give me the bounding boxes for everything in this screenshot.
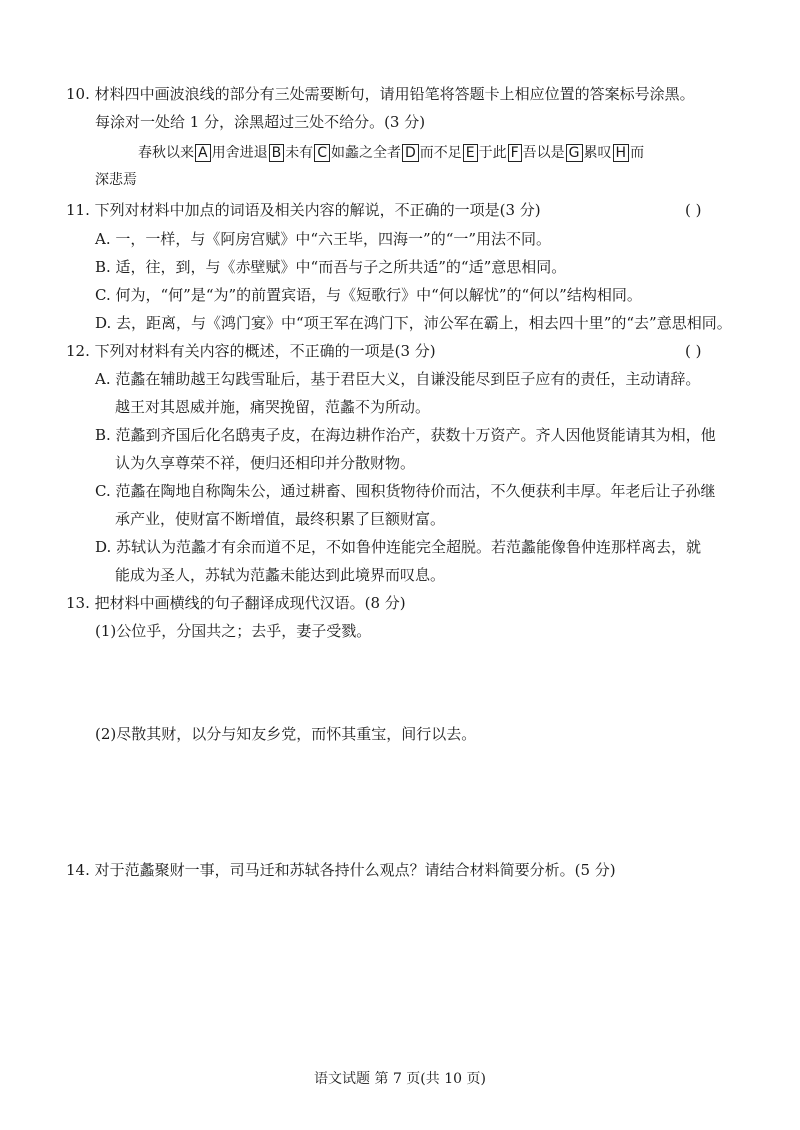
q12-answer-paren[interactable]: ( ) <box>685 342 702 360</box>
q12-option-c-line2: 承产业，使财富不断增值，最终积累了巨额财富。 <box>115 510 446 528</box>
q12-option-a-line1: A. 范蠡在辅助越王勾践雪耻后，基于君臣大义，自谦没能尽到臣子应有的责任，主动请辞。 <box>95 370 701 388</box>
q10-segment: 于此 <box>478 145 507 161</box>
q10-mark-b[interactable]: B <box>269 144 285 162</box>
q12-option-d-line2: 能成为圣人，苏轼为范蠡未能达到此境界而叹息。 <box>115 566 446 584</box>
q10-segment: 而 <box>630 145 645 161</box>
q10-mark-g[interactable]: G <box>566 144 583 162</box>
q12-option-c-line1: C. 范蠡在陶地自称陶朱公，通过耕畜、囤积货物待价而沽，不久便获利丰厚。年老后让子孙继 <box>95 482 716 500</box>
q10-mark-c[interactable]: C <box>314 144 330 162</box>
q10-mark-f[interactable]: F <box>508 144 522 162</box>
q10-segment: 用舍进退 <box>211 145 268 161</box>
q10-classical-text <box>138 143 644 163</box>
q10-segment: 如蠡之全者 <box>330 145 401 161</box>
q11-answer-paren[interactable]: ( ) <box>685 201 702 219</box>
q10-mark-h[interactable]: H <box>613 144 630 162</box>
q13-sentence-2: (2)尽散其财，以分与知友乡党，而怀其重宝，间行以去。 <box>95 725 477 743</box>
q12-stem: 12. 下列对材料有关内容的概述，不正确的一项是(3 分) <box>66 342 436 360</box>
q12-option-b-line2: 认为久享尊荣不祥，便归还相印并分散财物。 <box>115 454 416 472</box>
q10-segment: 未有 <box>285 145 314 161</box>
q13-sentence-1: (1)公位乎，分国共之；去乎，妻子受戮。 <box>95 622 372 640</box>
q10-segment: 而不足 <box>419 145 462 161</box>
page-footer: 语文试题 第 7 页(共 10 页) <box>314 1071 486 1087</box>
q13-stem: 13. 把材料中画横线的句子翻译成现代汉语。(8 分) <box>66 594 406 612</box>
q11-option-a: A. 一，一样，与《阿房宫赋》中“六王毕，四海一”的“一”用法不同。 <box>95 230 552 248</box>
q12-option-b-line1: B. 范蠡到齐国后化名鸱夷子皮，在海边耕作治产，获数十万资产。齐人因他贤能请其为相，他 <box>95 426 716 444</box>
q11-option-c: C. 何为，“何”是“为”的前置宾语，与《短歌行》中“何以解忧”的“何以”结构相同。 <box>95 286 642 304</box>
q11-option-b: B. 适，往，到，与《赤壁赋》中“而吾与子之所共适”的“适”意思相同。 <box>95 258 567 276</box>
q10-segment: 春秋以来 <box>138 145 194 161</box>
q11-option-d: D. 去，距离，与《鸿门宴》中“项王军在鸿门下，沛公军在霸上，相去四十里”的“去”意思相同。 <box>95 314 732 332</box>
q10-segment: 吾以是 <box>522 145 565 161</box>
q10-mark-d[interactable]: D <box>402 144 419 162</box>
q10-stem-line2: 每涂对一处给 1 分，涂黑超过三处不给分。(3 分) <box>95 113 426 131</box>
q10-stem-line1: 10. 材料四中画波浪线的部分有三处需要断句，请用铅笔将答题卡上相应位置的答案标号涂黑。 <box>66 85 695 103</box>
q10-segment: 累叹 <box>583 145 612 161</box>
q10-classical-tail: 深悲焉 <box>95 172 137 188</box>
q10-mark-e[interactable]: E <box>463 144 478 162</box>
q10-mark-a[interactable]: A <box>195 144 211 162</box>
q12-option-a-line2: 越王对其恩威并施，痛哭挽留，范蠡不为所动。 <box>115 398 431 416</box>
q11-stem: 11. 下列对材料中加点的词语及相关内容的解说，不正确的一项是(3 分) <box>66 201 541 219</box>
q14-stem: 14. 对于范蠡聚财一事，司马迁和苏轼各持什么观点？请结合材料简要分析。(5 分) <box>66 861 616 879</box>
q12-option-d-line1: D. 苏轼认为范蠡才有余而道不足，不如鲁仲连能完全超脱。若范蠡能像鲁仲连那样离去，就 <box>95 538 702 556</box>
